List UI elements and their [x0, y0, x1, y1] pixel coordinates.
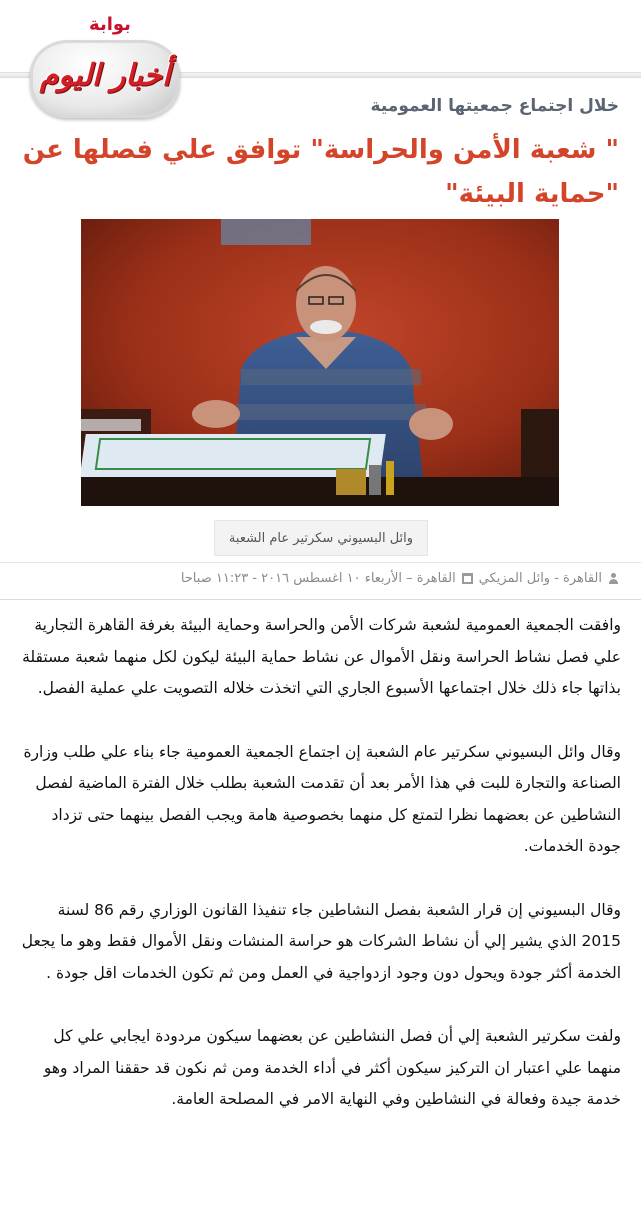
user-icon — [608, 573, 619, 584]
article-meta-row — [181, 571, 619, 586]
article-paragraph: وقال وائل البسيوني سكرتير عام الشعبة إن اجتماع الجمعية العمومية جاء بناء علي طلب وزارة الصناعة والتجارة للبت في هذا الأمر بعد أن تقدمت الشعبة بطلب خلال الفترة الماضية لفصل النشاطين عن بعضهما نظرا لتمتع كل منهما بخصوصية هامة ويجب الفصل بينهما حتى تزداد جودة الخدمات. — [23, 742, 621, 855]
article-photo — [81, 219, 559, 506]
article-kicker: خلال اجتماع جمعيتها العمومية — [370, 96, 619, 116]
photo-caption: وائل البسيوني سكرتير عام الشعبة — [214, 520, 428, 556]
article-paragraph: وقال البسيوني إن قرار الشعبة بفصل النشاطين جاء تنفيذا القانون الوزاري رقم 86 لسنة 2015 الذي يشير إلي أن نشاط الشركات هو حراسة المنشات ونقل الأموال فقط وهو ما يجعل الخدمة أكثر جودة ويحول دون وجود ازدواجية في العمل ومن ثم تكون الخدمات اقل جودة . — [21, 900, 621, 982]
article-paragraph: ولفت سكرتير الشعبة إلي أن فصل النشاطين عن بعضهما سيكون مردودة ايجابي علي كل منهما علي اعتبار ان التركيز سيكون أكثر في أداء الخدمة ومن ثم نكون قد حققنا المراد وهو خدمة جيدة وفعالة في النشاطين وفي النهاية الامر في المصلحة العامة. — [43, 1027, 621, 1108]
article-date: القاهرة – الأربعاء ١٠ اغسطس ٢٠١٦ - ١١:٢٣ صباحا — [180, 571, 456, 586]
article-paragraph: وافقت الجمعية العمومية لشعبة شركات الأمن والحراسة وحماية البيئة بغرفة القاهرة التجارية علي فصل نشاط الحراسة ونقل الأموال عن نشاط حماية البيئة ليكون لكل منهما شعبة مستقلة بذاتها جاء ذلك خلال اجتماعها الأسبوع الجاري التي اتخذت خلاله التصويت علي عملية الفصل. — [22, 616, 621, 697]
logo-top-text: بوابة — [89, 14, 131, 35]
logo-main-text: أخبار اليوم — [39, 58, 171, 93]
article-body — [19, 610, 621, 1148]
article-title: " شعبة الأمن والحراسة" توافق علي فصلها عن "حماية البيئة" — [22, 135, 619, 209]
calendar-icon — [462, 573, 473, 584]
article-author[interactable]: القاهرة - وائل المزيكي — [478, 571, 602, 586]
article-photo-illustration — [81, 219, 559, 506]
article-meta — [0, 562, 641, 600]
